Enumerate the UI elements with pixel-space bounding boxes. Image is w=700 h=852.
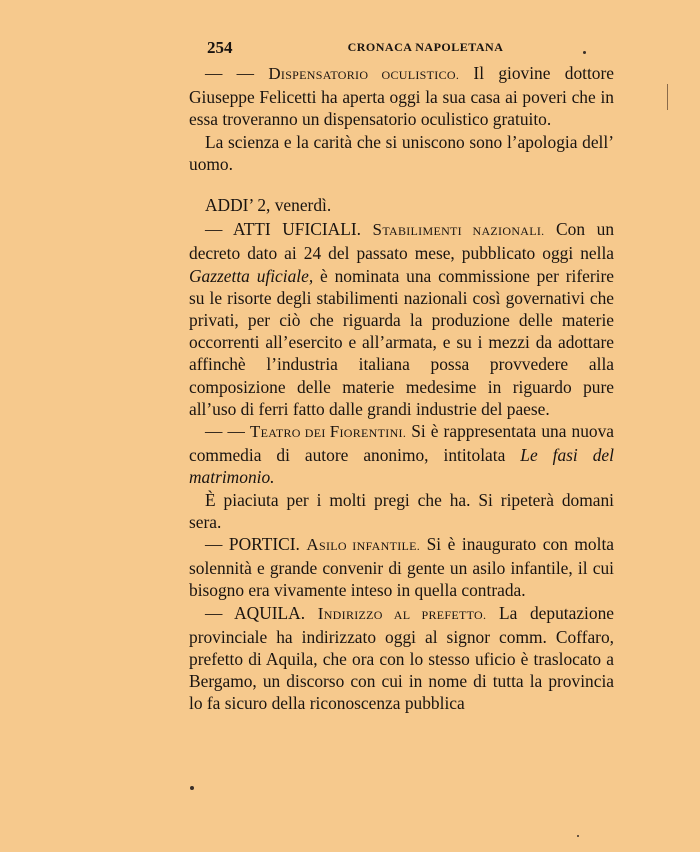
page-number: 254 — [207, 38, 233, 57]
ink-speck — [583, 51, 586, 54]
paragraph-portici: — PORTICI. ASILO INFANTILE. Si è inaugurato con molta solennità e grande convenir di gente un asilo infantile, il cui bisogno era vivamente inteso in quella contrada. — [189, 534, 615, 601]
page-header — [189, 38, 614, 58]
paragraph-atti-uficiali: — ATTI UFICIALI. STABILIMENTI NAZIONALI. Con un decreto dato ai 24 del passato mese, pubblicato oggi nella Gazzetta uficiale, è nominata una commissione per riferire su le risorte degli stabilimenti nazionali così governativi che privati, per ciò che riguarda la produzione delle materie occorrenti all’esercito e all’armata, e su i mezzi da adottare affinchè l’industria italiana possa provvedere alla composizione delle materie medesime in riguardo pure all’uso di ferri fatto dalle grandi industrie del paese. — [189, 219, 615, 419]
italic-title: Gazzetta uficiale, — [189, 265, 314, 286]
ink-speck — [577, 835, 579, 837]
italic-title: Le fasi del matrimonio. — [189, 445, 614, 488]
paragraph-dispensatorio: — — DISPENSATORIO OCULISTICO. Il giovine dottore Giuseppe Felicetti ha aperta oggi la sua casa ai poveri che in essa troveranno un dispensatorio oculistico gratuito. — [189, 63, 615, 130]
ink-speck — [190, 786, 194, 790]
date-heading: ADDI’ 2, venerdì. — [205, 195, 332, 216]
spacer — [189, 175, 614, 194]
section-title: INDIRIZZO AL PREFETTO. — [317, 603, 487, 623]
paragraph-scienza: La scienza e la carità che si uniscono sono l’apologia dell’ uomo. — [189, 131, 614, 174]
section-title: TEATRO DEI FIORENTINI. — [249, 422, 407, 442]
section-title: DISPENSATORIO OCULISTICO. — [268, 64, 460, 83]
paragraph-aquila: — AQUILA. INDIRIZZO AL PREFETTO. La deputazione provinciale ha indirizzato oggi al signor comm. Coffaro, prefetto di Aquila, che ora con lo stesso uficio è traslocato a Bergamo, un discorso con cui in nome di tutta la provincia lo fa sicuro della riconoscenza pubblica — [189, 602, 614, 714]
running-title: CRONACA NAPOLETANA — [347, 40, 504, 54]
paragraph-piaciuta: È piaciuta per i molti pregi che ha. Si ripeterà domani sera. — [189, 489, 614, 532]
section-title: STABILIMENTI NAZIONALI. — [372, 220, 545, 240]
ink-speck — [667, 84, 668, 110]
section-title: ASILO INFANTILE. — [306, 535, 421, 555]
paragraph-teatro: — — TEATRO DEI FIORENTINI. Si è rappresentata una nuova commedia di autore anonimo, intitolata Le fasi del matrimonio. — [189, 421, 614, 488]
page-body — [189, 62, 614, 715]
